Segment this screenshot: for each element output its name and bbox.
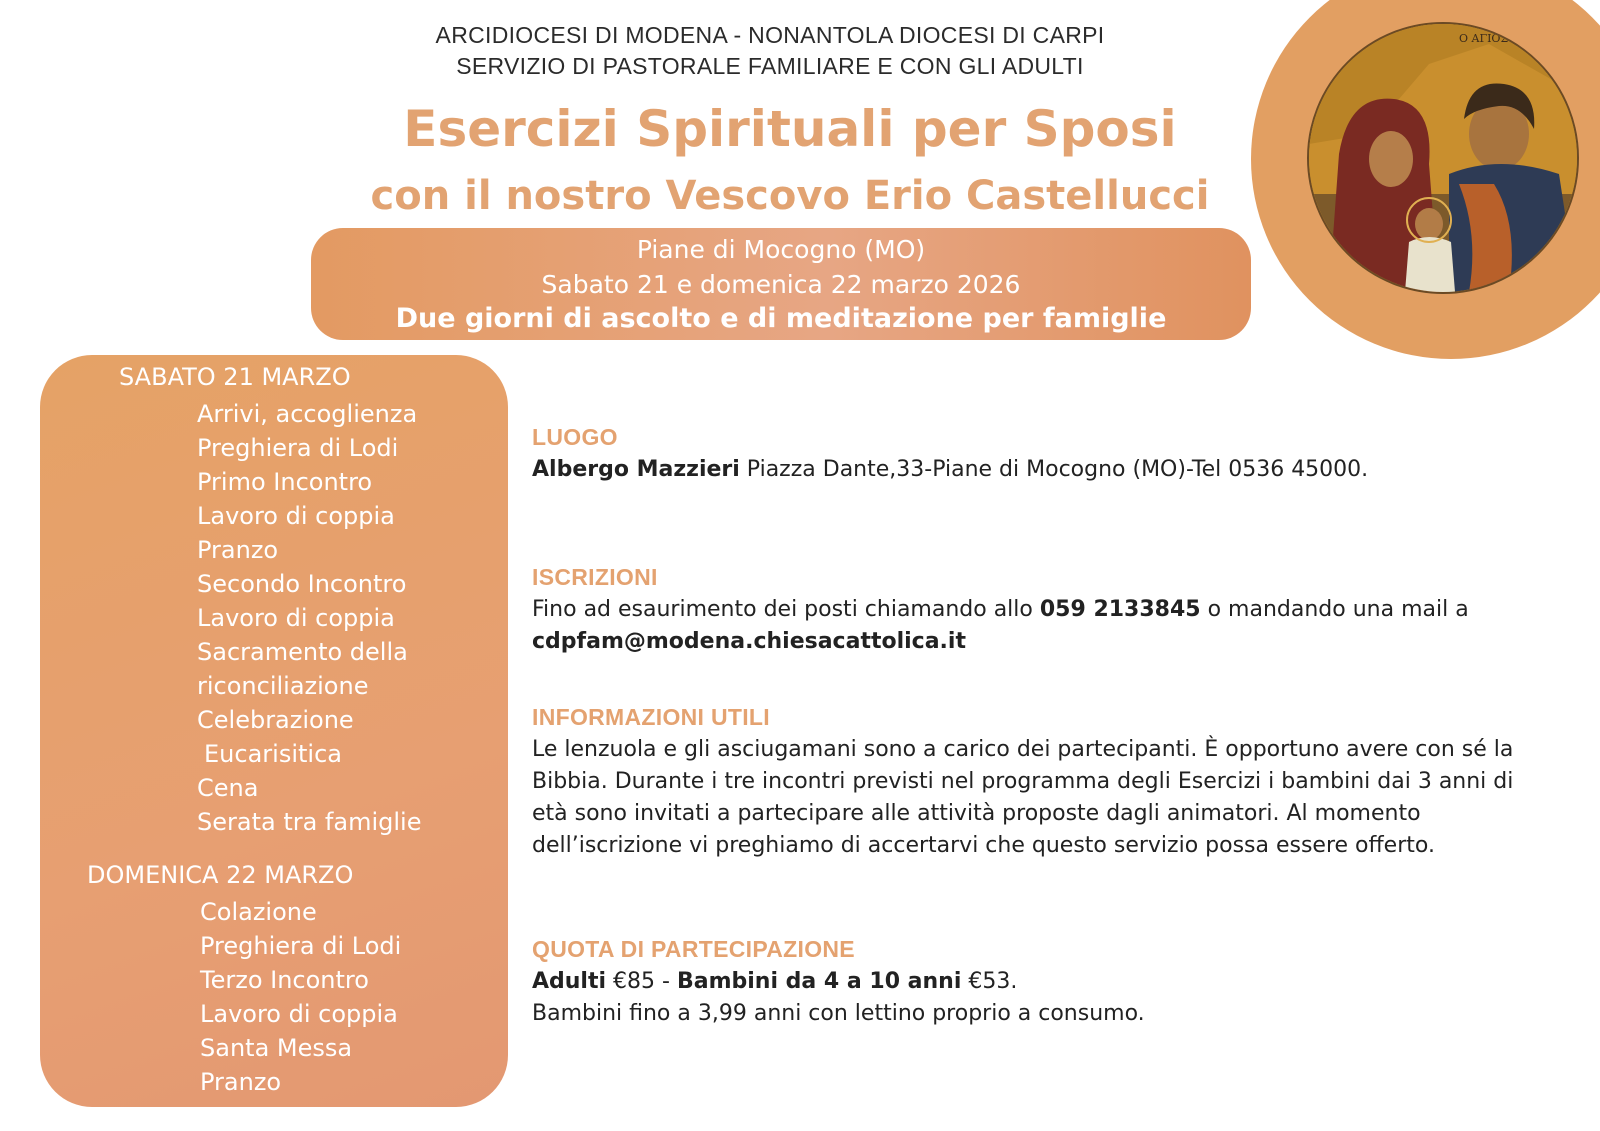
schedule-activity: Pranzo: [197, 536, 279, 564]
schedule-activity: Lavoro di coppia: [197, 604, 395, 632]
informazioni-heading: INFORMAZIONI UTILI: [532, 704, 770, 730]
event-banner: [311, 228, 1251, 340]
info-line: Le lenzuola e gli asciugamani sono a carico dei partecipanti. È opportuno avere con sé la: [532, 737, 1514, 762]
holy-family-icon-image: [1307, 22, 1579, 294]
sunday-heading: DOMENICA 22 MARZO: [87, 861, 354, 889]
schedule-activity: Primo Incontro: [197, 468, 373, 496]
email-link[interactable]: cdpfam@modena.chiesacattolica.it: [532, 629, 966, 654]
quota-note: Bambini fino a 3,99 anni con lettino proprio a consumo.: [532, 1001, 1145, 1026]
schedule-activity: Celebrazione: [197, 706, 354, 734]
quota-heading: QUOTA DI PARTECIPAZIONE: [532, 936, 855, 962]
schedule-activity: Arrivi, accoglienza: [197, 400, 418, 428]
schedule-activity: Preghiera di Lodi: [200, 932, 402, 960]
svg-text:Ο ΑΓΙΟΣ: Ο ΑΓΙΟΣ: [1459, 32, 1509, 45]
luogo-text: [532, 454, 1562, 486]
adults-price: €85 -: [606, 969, 677, 994]
schedule-activity: riconciliazione: [197, 672, 369, 700]
schedule-activity: Colazione: [200, 898, 317, 926]
iscrizioni-mail-intro: o mandando una mail a: [1200, 597, 1469, 622]
holy-family-icon: [1309, 24, 1577, 292]
children-label: Bambini da 4 a 10 anni: [676, 969, 962, 994]
schedule-activity: Eucarisitica: [204, 740, 342, 768]
schedule-activity: Terzo Incontro: [200, 966, 369, 994]
page-subtitle: con il nostro Vescovo Erio Castellucci: [370, 173, 1210, 219]
iscrizioni-intro: Fino ad esaurimento dei posti chiamando allo: [532, 597, 1040, 622]
schedule-activity: Lavoro di coppia: [197, 502, 395, 530]
children-price: €53.: [961, 969, 1018, 994]
schedule-activity: Lavoro di coppia: [200, 1000, 398, 1028]
informazioni-text: [532, 734, 1562, 862]
schedule-panel: [40, 355, 508, 1107]
phone-number: 059 2133845: [1039, 597, 1201, 622]
schedule-activity: Santa Messa: [200, 1034, 353, 1062]
iscrizioni-text: [532, 594, 1562, 658]
schedule-activity: Serata tra famiglie: [197, 808, 422, 836]
venue-name: Albergo Mazzieri: [532, 457, 740, 482]
schedule-activity: Pranzo: [200, 1068, 282, 1096]
venue-address: Piazza Dante,33-Piane di Mocogno (MO)-Tel 0536 45000.: [739, 457, 1369, 482]
schedule-activity: Cena: [197, 774, 259, 802]
organization-header: [260, 20, 1280, 82]
schedule-activity: Preghiera di Lodi: [197, 434, 399, 462]
iscrizioni-heading: ISCRIZIONI: [532, 564, 658, 590]
info-line: età sono invitati a partecipare alle attività proposte dagli animatori. Al momento: [532, 801, 1421, 826]
org-line-1: ARCIDIOCESI DI MODENA - NONANTOLA DIOCESI DI CARPI: [435, 22, 1105, 48]
schedule-activity: Secondo Incontro: [197, 570, 407, 598]
info-line: Bibbia. Durante i tre incontri previsti nel programma degli Esercizi i bambini dai 3 anni di: [532, 769, 1514, 794]
info-line: dell’iscrizione vi preghiamo di accertarvi che questo servizio possa essere offerto.: [532, 833, 1435, 858]
page-title: Esercizi Spirituali per Sposi: [403, 100, 1177, 158]
luogo-heading: LUOGO: [532, 424, 618, 450]
saturday-heading: SABATO 21 MARZO: [119, 363, 351, 391]
org-line-2: SERVIZIO DI PASTORALE FAMILIARE E CON GLI ADULTI: [456, 53, 1084, 79]
banner-dates: Sabato 21 e domenica 22 marzo 2026: [541, 270, 1021, 299]
banner-place: Piane di Mocogno (MO): [636, 235, 926, 264]
banner-tagline: Due giorni di ascolto e di meditazione per famiglie: [395, 303, 1167, 334]
schedule-activity: Sacramento della: [197, 638, 408, 666]
quota-text: [532, 966, 1562, 1030]
adults-label: Adulti: [532, 969, 607, 994]
